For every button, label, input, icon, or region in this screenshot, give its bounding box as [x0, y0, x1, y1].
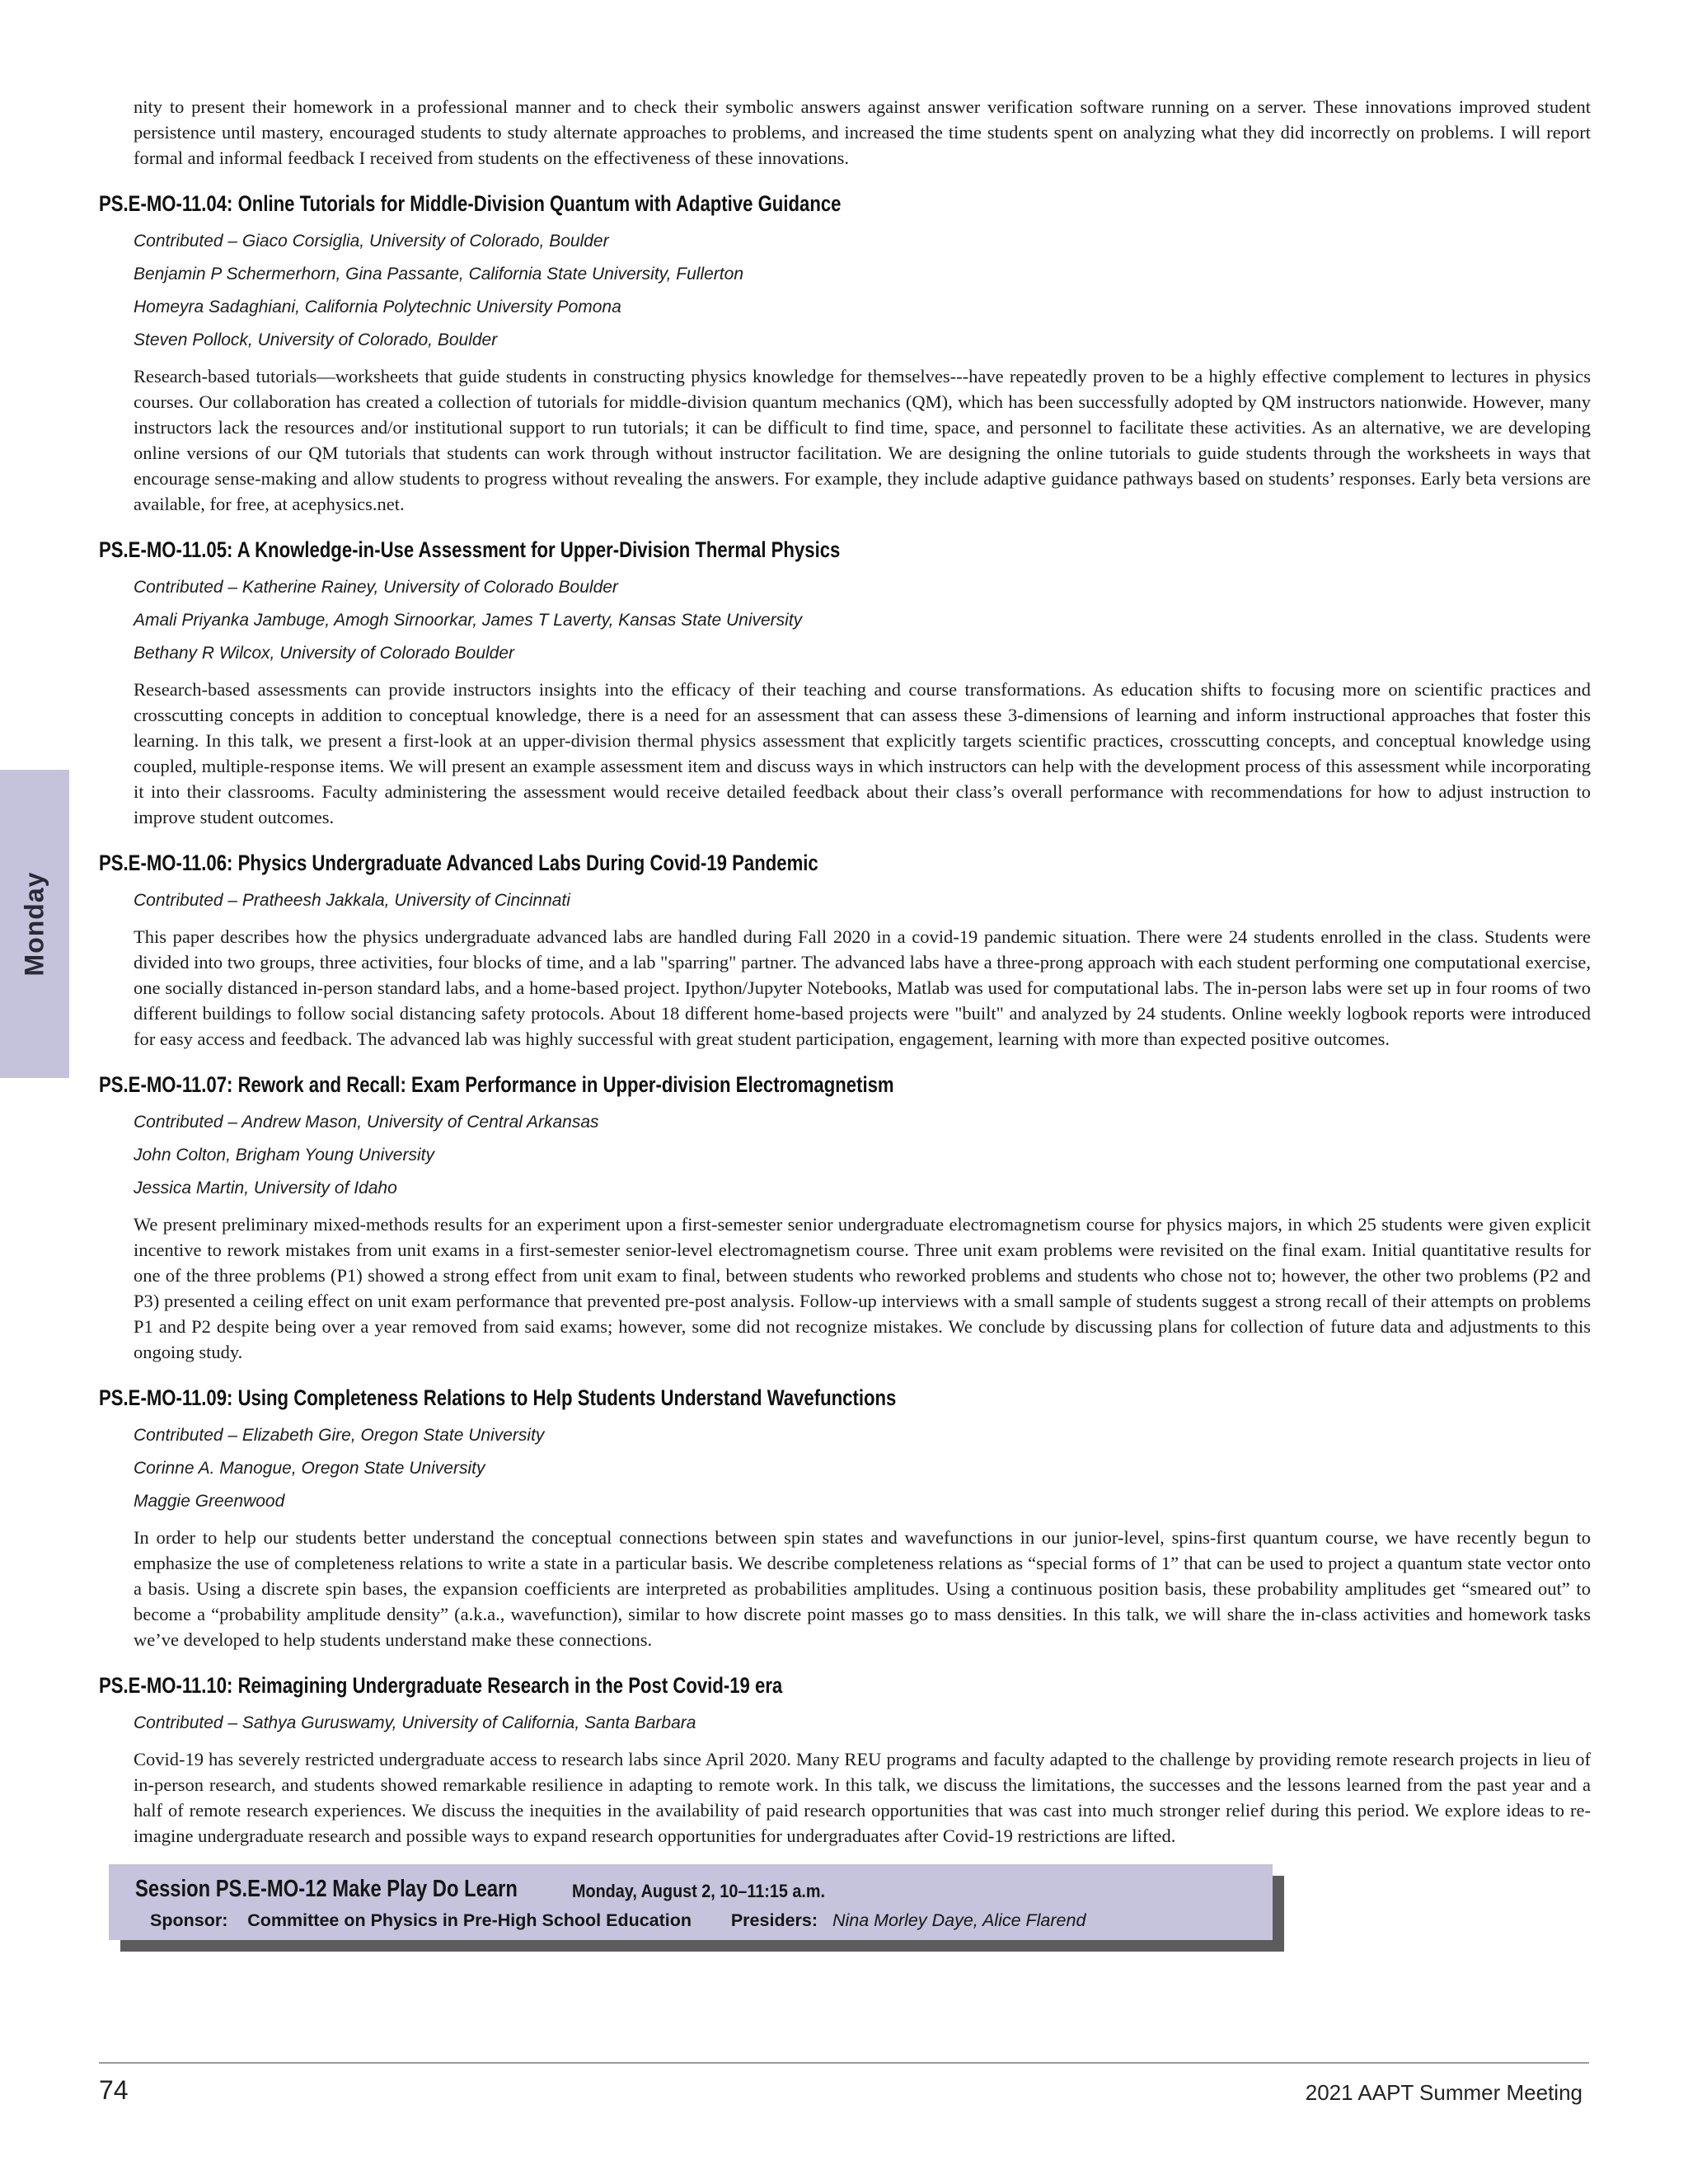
abstract-authors	[134, 884, 1591, 917]
abstract-body: In order to help our students better understand the conceptual connections between spin states and wavefunctions in our junior-level, spins-first quantum course, we have recently begun to emphasize the use of completeness relations to write a state in a particular basis. We describe completeness relations as “special forms of 1” that can be used to project a quantum state vector onto a basis. Using a discrete spin bases, the expansion coefficients are interpreted as probabilities amplitudes. Using a continuous position basis, these probability amplitudes get “smeared out” to become a “probability amplitude density” (a.k.a., wavefunction), similar to how discrete point masses go to mass densities. In this talk, we will share the in-class activities and homework tasks we’ve developed to help students understand make these connections.	[134, 1527, 1591, 1650]
meeting-name: 2021 AAPT Summer Meeting	[1305, 2080, 1582, 2105]
author-line: Corinne A. Manogue, Oregon State University	[134, 1459, 485, 1478]
author-line: Amali Priyanka Jambuge, Amogh Sirnoorkar, James T Laverty, Kansas State University	[134, 611, 803, 630]
abstract-title: PS.E-MO-11.04: Online Tutorials for Middle-Division Quantum with Adaptive Guidance	[99, 191, 842, 216]
author-line: Benjamin P Schermerhorn, Gina Passante, California State University, Fullerton	[134, 265, 743, 284]
abstract-title: PS.E-MO-11.10: Reimagining Undergraduate Research in the Post Covid-19 era	[99, 1673, 783, 1698]
abstract-authors	[134, 1707, 1591, 1740]
abstract-body: Research-based tutorials—worksheets that guide students in constructing physics knowledge for themselves---have repeatedly proven to be a highly effective complement to lectures in physics courses. Our collaboration has created a collection of tutorials for middle-division quantum mechanics (QM), which has been successfully adopted by QM instructors nationwide. However, many instructors lack the resources and/or institutional support to run tutorials; it can be difficult to find time, space, and personnel to facilitate these activities. As an alternative, we are developing online versions of our QM tutorials that students can work through without instructor facilitation. We are designing the online tutorials to guide students through the worksheets in ways that encourage sense-making and allow students to progress without revealing the answers. For example, they include adaptive guidance pathways based on students’ responses. Early beta versions are available, for free, at acephysics.net.	[134, 366, 1591, 514]
session-header-box	[109, 1864, 1273, 1940]
author-line: Steven Pollock, University of Colorado, Boulder	[134, 330, 498, 349]
presiders-label: Presiders:	[730, 1910, 818, 1930]
program-content	[99, 94, 1591, 1849]
abstract-body: Covid-19 has severely restricted undergraduate access to research labs since April 2020. Many REU programs and faculty adapted to the challenge by providing remote research projects in lieu of in-person research, and students showed remarkable resilience in adapting to remote work. In this talk, we discuss the limitations, the successes and the lessons learned from the past year and a half of remote research experiences. We discuss the inequities in the availability of paid research opportunities that was cast into much stronger relief during this period. We explore ideas to re-imagine undergraduate research and possible ways to expand research opportunities for undergraduates after Covid-19 restrictions are lifted.	[134, 1749, 1591, 1846]
abstract-body: Research-based assessments can provide instructors insights into the efficacy of their teaching and course transformations. As education shifts to focusing more on scientific practices and crosscutting concepts in addition to conceptual knowledge, there is a need for an assessment that can assess these 3-dimensions of learning and inform instructional approaches that foster this learning. In this talk, we present a first-look at an upper-division thermal physics assessment that explicitly targets scientific practices, crosscutting concepts, and conceptual knowledge using coupled, multiple-response items. We will present an example assessment item and discuss ways in which instructors can help with the development process of this assessment while incorporating it into their classrooms. Faculty administering the assessment would receive detailed feedback about their class’s overall performance with recommendations for how to adjust instruction to improve student outcomes.	[134, 679, 1591, 827]
author-line: Contributed – Elizabeth Gire, Oregon State University	[134, 1426, 545, 1445]
abstract-entry	[99, 187, 1591, 517]
abstract-entry	[99, 1381, 1591, 1652]
abstract-title: PS.E-MO-11.05: A Knowledge-in-Use Assessment for Upper-Division Thermal Physics	[99, 537, 841, 562]
presiders-names: Nina Morley Daye, Alice Flarend	[832, 1910, 1086, 1930]
session-title: Session PS.E-MO-12 Make Play Do Learn	[135, 1876, 518, 1902]
abstract-entry	[99, 1068, 1591, 1365]
author-line: Contributed – Pratheesh Jakkala, University of Cincinnati	[134, 891, 570, 910]
author-line: Contributed – Andrew Mason, University of Central Arkansas	[134, 1113, 599, 1132]
abstract-body: We present preliminary mixed-methods results for an experiment upon a first-semester senior undergraduate electromagnetism course for physics majors, in which 25 students were given explicit incentive to rework mistakes from unit exams in a first-semester senior-level electromagnetism course. Three unit exam problems were revisited on the final exam. Initial quantitative results for one of the three problems (P1) showed a strong effect from unit exam to final, between students who reworked problems and students who chose not to; however, the other two problems (P2 and P3) presented a ceiling effect on unit exam performance that prevented pre-post analysis. Follow-up interviews with a small sample of students suggest a strong recall of their attempts on problems P1 and P2 despite being over a year removed from said exams; however, some did not recognize mistakes. We conclude by discussing plans for collection of future data and adjustments to this ongoing study.	[134, 1214, 1591, 1362]
intro-paragraph: nity to present their homework in a professional manner and to check their symbolic answers against answer verification software running on a server. These innovations improved student persistence until mastery, encouraged students to study alternate approaches to problems, and increased the time students spent on analyzing what they did incorrectly on problems. I will report formal and informal feedback I received from students on the effectiveness of these innovations.	[134, 96, 1591, 168]
abstract-authors	[134, 1106, 1591, 1205]
abstract-title: PS.E-MO-11.09: Using Completeness Relations to Help Students Understand Wavefunctions	[99, 1385, 897, 1410]
abstract-body: This paper describes how the physics undergraduate advanced labs are handled during Fall 2020 in a covid-19 pandemic situation. There were 24 students enrolled in the class. Students were divided into two groups, three activities, four blocks of time, and a lab "sparring" partner. The advanced labs have a three-prong approach with each student performing one computational exercise, one socially distanced in-person standard labs, and a home-based project. Ipython/Jupyter Notebooks, Matlab was used for computational labs. The in-person labs were set up in four rooms of two different buildings to follow social distancing safety protocols. About 18 different home-based projects were "built" and analyzed by 24 students. Online weekly logbook reports were introduced for easy access and feedback. The advanced lab was highly successful with great student participation, engagement, learning with more than expected positive outcomes.	[134, 926, 1591, 1049]
author-line: Contributed – Katherine Rainey, University of Colorado Boulder	[134, 578, 618, 597]
abstract-entry	[99, 1669, 1591, 1849]
author-line: Jessica Martin, University of Idaho	[134, 1179, 397, 1197]
author-line: Homeyra Sadaghiani, California Polytechnic University Pomona	[134, 298, 621, 316]
abstract-list	[99, 187, 1591, 1849]
author-line: John Colton, Brigham Young University	[134, 1146, 434, 1165]
author-line: Contributed – Sathya Guruswamy, University of California, Santa Barbara	[134, 1713, 696, 1732]
author-line: Bethany R Wilcox, University of Colorado Boulder	[134, 644, 515, 663]
page-number: 74	[99, 2075, 129, 2105]
sponsor-label: Sponsor:	[150, 1910, 228, 1930]
abstract-title: PS.E-MO-11.07: Rework and Recall: Exam Performance in Upper-division Electromagnetism	[99, 1072, 894, 1097]
abstract-title: PS.E-MO-11.06: Physics Undergraduate Advanced Labs During Covid-19 Pandemic	[99, 851, 818, 875]
abstract-authors	[134, 225, 1591, 357]
session-title-line	[135, 1876, 826, 1903]
abstract-authors	[134, 1419, 1591, 1518]
day-label: Monday	[19, 871, 49, 977]
abstract-entry	[99, 533, 1591, 830]
author-line: Maggie Greenwood	[134, 1492, 285, 1511]
abstract-entry	[99, 846, 1591, 1052]
sponsor-name: Committee on Physics in Pre-High School Education	[247, 1910, 692, 1930]
abstract-authors	[134, 571, 1591, 670]
session-sponsor-line	[150, 1910, 1085, 1931]
author-line: Contributed – Giaco Corsiglia, University of Colorado, Boulder	[134, 232, 609, 251]
session-time: Monday, August 2, 10–11:15 a.m.	[572, 1881, 826, 1901]
footer-divider	[99, 2062, 1589, 2064]
day-side-tab	[0, 770, 69, 1078]
